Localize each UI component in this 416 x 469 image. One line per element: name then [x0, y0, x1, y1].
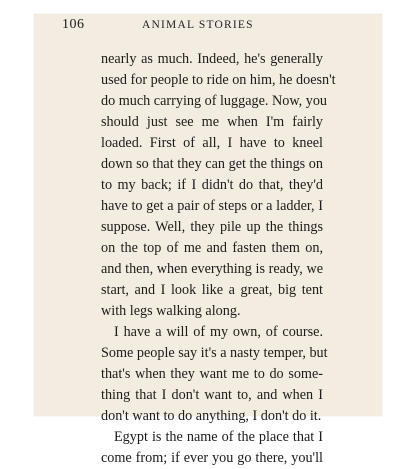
text-line: that's when they want me to do some-: [101, 366, 323, 382]
text-line: suppose. Well, they pile up the things: [101, 219, 323, 235]
text-line: loaded. First of all, I have to kneel: [101, 135, 323, 151]
text-line: used for people to ride on him, he doesn't: [101, 72, 336, 88]
text-line: do much carrying of luggage. Now, you: [101, 93, 328, 109]
text-line: Egypt is the name of the place that I: [114, 429, 323, 445]
text-line: come from; if ever you go there, you'll: [101, 450, 323, 466]
page-number: 106: [62, 17, 85, 32]
text-line: on the top of me and fasten them on,: [101, 240, 323, 256]
text-line: have to get a pair of steps or a ladder, I: [101, 198, 323, 214]
body-text: [101, 49, 336, 469]
text-line: I have a will of my own, of course.: [114, 324, 323, 340]
text-line: start, and I look like a great, big tent: [101, 282, 323, 298]
text-line: with legs walking along.: [101, 303, 241, 319]
text-line: don't want to do anything, I don't do it.: [101, 408, 322, 424]
text-line: Some people say it's a nasty temper, but: [101, 345, 328, 361]
text-line: and then, when everything is ready, we: [101, 261, 323, 277]
text-line: should just see me when I'm fairly: [101, 114, 323, 130]
text-line: down so that they can get the things on: [101, 156, 323, 172]
text-line: nearly as much. Indeed, he's generally: [101, 51, 323, 67]
text-line: thing that I don't want to, and when I: [101, 387, 323, 403]
running-head: [62, 17, 342, 35]
running-title: ANIMAL STORIES: [142, 19, 254, 31]
text-line: to my back; if I didn't do that, they'd: [101, 177, 323, 193]
